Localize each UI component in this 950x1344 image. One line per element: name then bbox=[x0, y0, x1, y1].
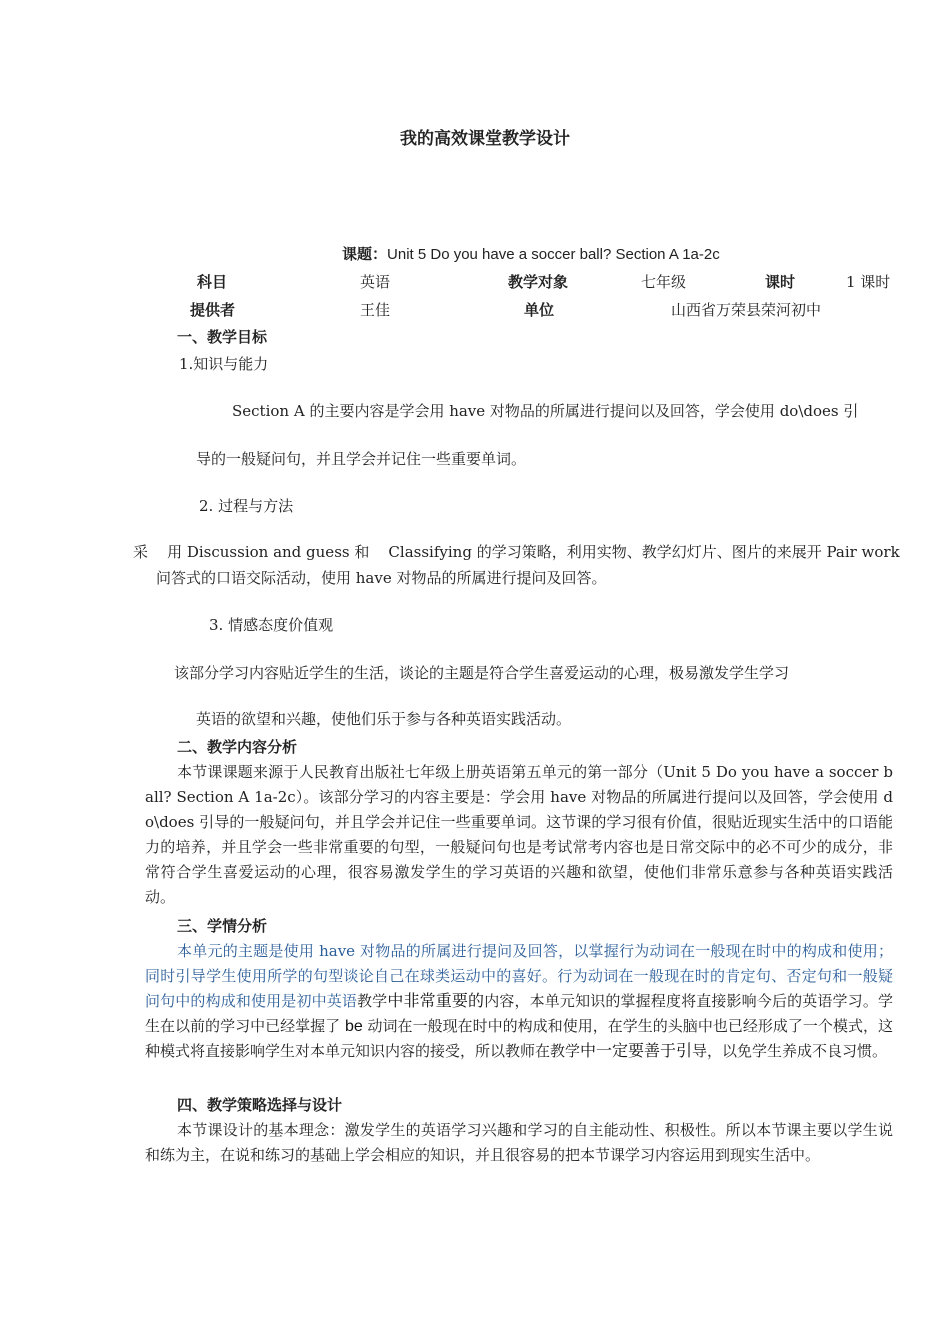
section1-p1-line1: Section A 的主要内容是学会用 have 对物品的所属进行提问以及回答，学会使用 do\does 引 bbox=[232, 402, 859, 420]
section1-sub1: 1.知识与能力 bbox=[179, 355, 269, 373]
subject-value: 英语 bbox=[360, 273, 391, 291]
document-title: 我的高效课堂教学设计 bbox=[400, 129, 570, 149]
section3-body-emphasis3: 中一定要善于引 bbox=[580, 1043, 693, 1060]
target-value: 七年级 bbox=[641, 273, 687, 291]
course-value: Unit 5 Do you have a soccer ball? Section A 1a-2c bbox=[387, 246, 720, 263]
section1-p2-line1: 采 用 Discussion and guess 和 Classifying 的学习策略，利用实物、教学幻灯片、图片的来展开 Pair work bbox=[133, 543, 900, 561]
section3-body bbox=[145, 939, 893, 1064]
hours-value: 1 课时 bbox=[846, 273, 891, 291]
hours-label: 课时 bbox=[765, 273, 796, 291]
section1-heading: 一、教学目标 bbox=[177, 328, 268, 346]
provider-label: 提供者 bbox=[190, 301, 236, 319]
section4-heading: 四、教学策略选择与设计 bbox=[177, 1096, 343, 1114]
course-label: 课题： bbox=[342, 245, 388, 263]
section3-body-blue: 本单元的主题是使用 have 对物品的所属进行提问及回答，以掌握行为动词在一般现在时中的构成和使用；同时引导学生使用所学的句型谈论自己在球类运动中的喜好。行为动词在一般现在时的肯定句、否定句和一般疑问句中的构成和使用是初中英语 bbox=[145, 942, 893, 1010]
section2-body: 本节课课题来源于人民教育出版社七年级上册英语第五单元的第一部分（Unit 5 Do you have a soccer ball? Section A 1a-2c）。该部分学习的内容主要是：学会用 have 对物品的所属进行提问以及回答，学会使用 do\does 引导的一般疑问句，并且学会并记住一些重要单词。这节课的学习很有价值，很贴近现实生活中的口语能力的培养，并且学会一些非常重要的句型，一般疑问句也是考试常考内容也是日常交际中的必不可少的成分，非常符合学生喜爱运动的心理，很容易激发学生的学习英语的兴趣和欲望，使他们非常乐意参与各种英语实践活动。 bbox=[145, 763, 893, 906]
section1-p1-line2: 导的一般疑问句，并且学会并记住一些重要单词。 bbox=[196, 450, 527, 468]
unit-value: 山西省万荣县荣河初中 bbox=[671, 301, 822, 319]
section3-body-a: 教学 bbox=[357, 992, 388, 1010]
course-line bbox=[342, 243, 720, 264]
unit-label: 单位 bbox=[524, 301, 555, 319]
subject-label: 科目 bbox=[197, 273, 228, 291]
section1-p2-line2: 问答式的口语交际活动，使用 have 对物品的所属进行提问及回答。 bbox=[156, 569, 607, 587]
section4-body: 本节课设计的基本理念：激发学生的英语学习兴趣和学习的自主能动性、积极性。所以本节课主要以学生说和练为主，在说和练习的基础上学会相应的知识，并且很容易的把本节课学习内容运用到现实生活中。 bbox=[145, 1121, 893, 1164]
section1-sub3: 3. 情感态度价值观 bbox=[209, 616, 334, 634]
section3-heading: 三、学情分析 bbox=[177, 917, 268, 935]
section3-body-d: 导，以免学生养成不良习惯。 bbox=[692, 1042, 888, 1060]
section1-p3-line2: 英语的欲望和兴趣，使他们乐于参与各种英语实践活动。 bbox=[196, 710, 572, 728]
section2-heading: 二、教学内容分析 bbox=[177, 738, 298, 756]
target-label: 教学对象 bbox=[508, 273, 569, 291]
provider-value: 王佳 bbox=[360, 301, 391, 319]
section3-body-c: 动词在一般现在时中的构成和使用，在学生的头脑中也已经形成了一个模式，这种模式将直接影响学生对本单元知识内容的接受，所以教师在教学 bbox=[145, 1017, 893, 1060]
section1-p3-line1: 该部分学习内容贴近学生的生活，谈论的主题是符合学生喜爱运动的心理，极易激发学生学习 bbox=[174, 664, 790, 682]
section3-body-emphasis1: 中非常重要的 bbox=[387, 993, 485, 1010]
section3-body-emphasis2: be bbox=[344, 1018, 363, 1035]
section3-body-b: 内容，本单元知识的掌握程度将直接影响今后的英语学习。学生在以前的学习中已经掌握了 bbox=[145, 992, 893, 1035]
section1-sub2: 2. 过程与方法 bbox=[199, 497, 294, 515]
